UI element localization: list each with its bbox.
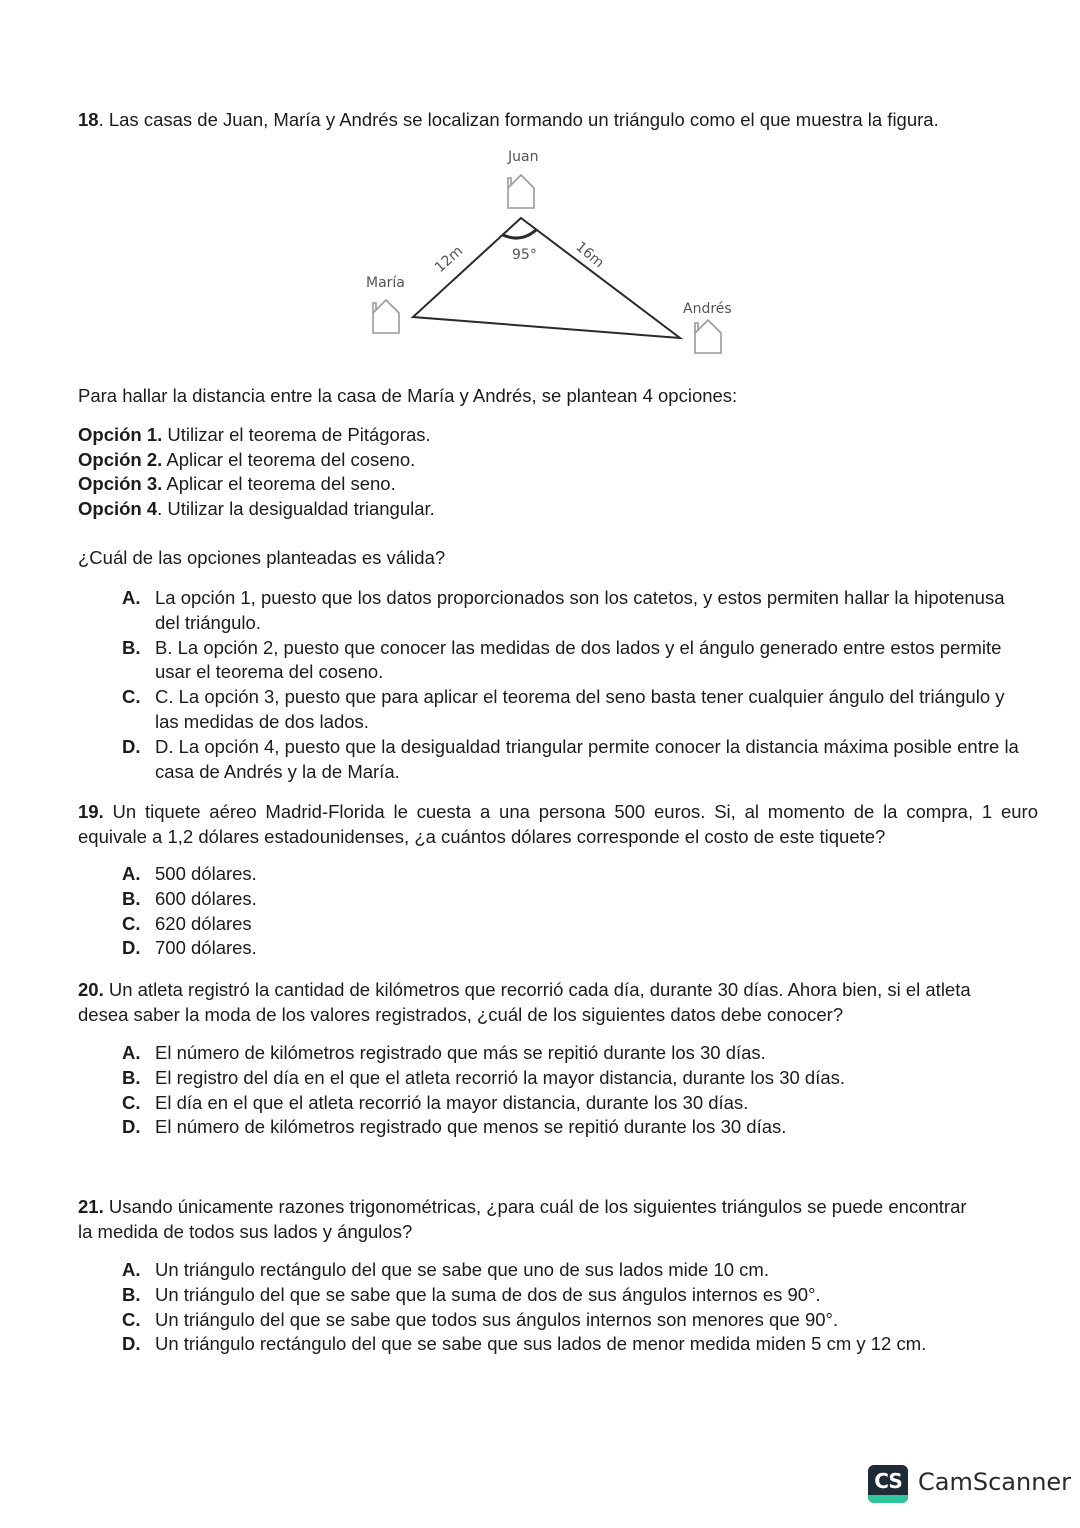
answer-option[interactable]: A. Un triángulo rectángulo del que se sabe que uno de sus lados mide 10 cm. [122, 1259, 769, 1280]
question-21-answers [122, 1258, 1032, 1357]
question-20-answers [122, 1041, 1032, 1140]
house-icon-maria [373, 300, 399, 333]
answer-option[interactable]: B. Un triángulo del que se sabe que la suma de dos de sus ángulos internos es 90°. [122, 1283, 821, 1305]
answer-option[interactable]: D. 700 dólares. [122, 937, 257, 959]
side-label-12m: 12m [431, 243, 467, 276]
method-item: Opción 3. Aplicar el teorema del seno. [78, 473, 396, 494]
answer-option[interactable]: A. El número de kilómetros registrado que más se repitió durante los 30 días. [122, 1042, 766, 1063]
house-icon-andres [695, 320, 721, 353]
question-18-intro: Para hallar la distancia entre la casa de María y Andrés, se plantean 4 opciones: [78, 385, 738, 406]
question-18-prompt: ¿Cuál de las opciones planteadas es válida? [78, 547, 446, 568]
answer-option[interactable]: B. B. La opción 2, puesto que conocer las medidas de dos lados y el ángulo generado entre estos permite usar el teorema del coseno. [122, 636, 1002, 683]
question-body: Usando únicamente razones trigonométricas, ¿para cuál de los siguientes triángulos se puede encontrar la medida de todos sus lados y ángulos? [78, 1196, 967, 1242]
answer-option[interactable]: C. 620 dólares [122, 912, 252, 934]
question-19-answers [122, 862, 1032, 961]
question-number: 20. [78, 979, 104, 1000]
triangle-figure [340, 140, 760, 370]
house-icon-juan [508, 175, 534, 208]
question-18-text [78, 108, 1038, 133]
answer-option[interactable]: B. El registro del día en el que el atleta recorrió la mayor distancia, durante los 30 días. [122, 1066, 846, 1088]
angle-label: 95° [512, 247, 537, 263]
methods-list [78, 423, 435, 521]
side-label-16m: 16m [572, 238, 607, 272]
question-number: 21. [78, 1196, 104, 1217]
question-21-text [78, 1195, 968, 1244]
question-body: Un tiquete aéreo Madrid-Florida le cuesta a una persona 500 euros. Si, al momento de la compra, 1 euro equivale a 1,2 dólares estadounidenses, ¿a cuántos dólares corresponde el costo de este tiquete? [78, 801, 1038, 847]
label-juan: Juan [508, 149, 539, 165]
label-andres: Andrés [683, 301, 732, 317]
triangle-shape [413, 218, 680, 338]
question-body: Un atleta registró la cantidad de kilómetros que recorrió cada día, durante 30 días. Ahora bien, si el atleta desea saber la moda de los valores registrados, ¿cuál de los siguientes datos debe conocer? [78, 979, 971, 1025]
answer-option[interactable]: B. 600 dólares. [122, 887, 257, 909]
answer-option[interactable]: C. C. La opción 3, puesto que para aplicar el teorema del seno basta tener cualquier ángulo del triángulo y las medidas de dos lados. [122, 686, 1005, 732]
question-19-text [78, 800, 1038, 849]
answer-option[interactable]: A. La opción 1, puesto que los datos proporcionados son los catetos, y estos permiten hallar la hipotenusa del triángulo. [122, 587, 1005, 633]
method-item: Opción 4. Utilizar la desigualdad triangular. [78, 497, 435, 519]
method-item: Opción 1. Utilizar el teorema de Pitágoras. [78, 424, 431, 445]
answer-option[interactable]: D. D. La opción 4, puesto que la desigualdad triangular permite conocer la distancia máxima posible entre la casa de Andrés y la de María. [122, 735, 1019, 782]
question-number: 19. [78, 801, 104, 822]
camscanner-brand: CamScanner [918, 1468, 1072, 1496]
answer-option[interactable]: D. El número de kilómetros registrado que menos se repitió durante los 30 días. [122, 1116, 787, 1138]
question-body: . Las casas de Juan, María y Andrés se localizan formando un triángulo como el que muestra la figura. [98, 109, 939, 130]
method-item: Opción 2. Aplicar el teorema del coseno. [78, 448, 416, 470]
label-maria: María [366, 275, 405, 291]
camscanner-logo-icon: CS [868, 1465, 908, 1503]
answer-option[interactable]: C. Un triángulo del que se sabe que todos sus ángulos internos son menores que 90°. [122, 1308, 839, 1330]
question-20-text [78, 978, 998, 1027]
answer-option[interactable]: A. 500 dólares. [122, 863, 257, 884]
question-number: 18 [78, 109, 99, 130]
question-18-answers [122, 586, 1032, 784]
answer-option[interactable]: D. Un triángulo rectángulo del que se sabe que sus lados de menor medida miden 5 cm y 12 cm. [122, 1333, 927, 1355]
answer-option[interactable]: C. El día en el que el atleta recorrió la mayor distancia, durante los 30 días. [122, 1091, 749, 1113]
